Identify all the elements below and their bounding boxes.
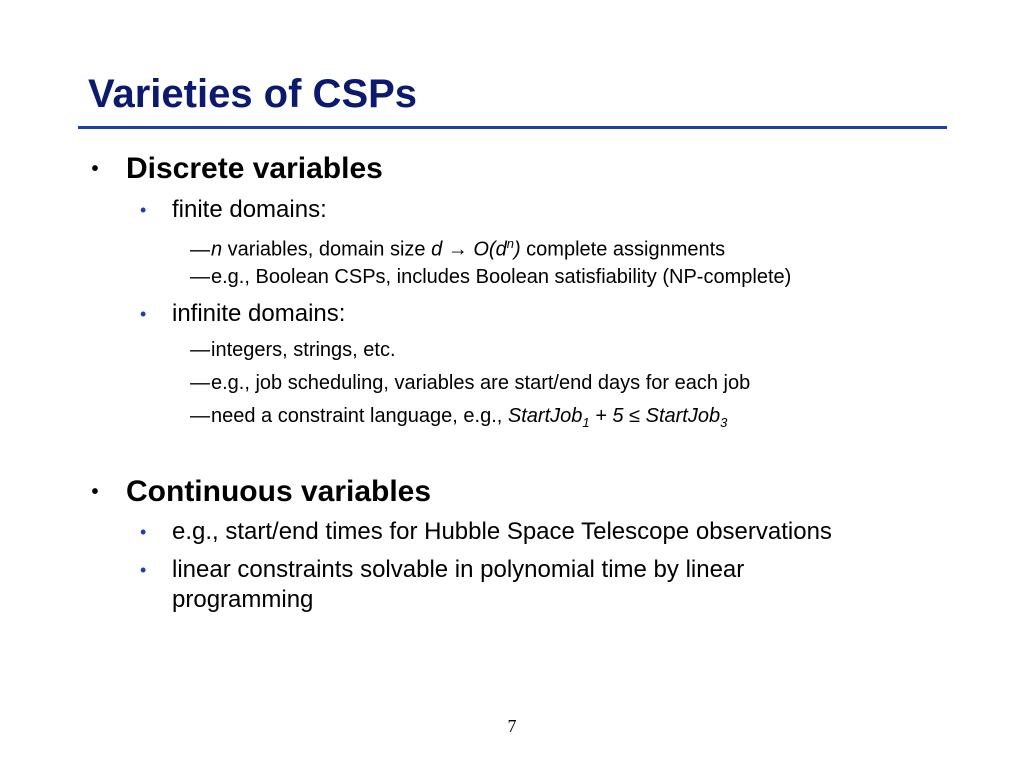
bullet-dot-icon: • xyxy=(91,158,99,180)
close-paren: ) xyxy=(513,238,521,261)
var-n: n xyxy=(211,238,223,261)
heading-continuous-variables: Continuous variables xyxy=(126,475,432,508)
text: complete assignments xyxy=(520,238,726,261)
text: integers, strings, etc. xyxy=(211,339,396,361)
infinite-item-constraint-language xyxy=(190,403,727,436)
infinite-domains-label: infinite domains: xyxy=(172,300,346,327)
var-startjob: StartJob xyxy=(645,405,721,427)
bullet-dot-icon: • xyxy=(91,481,99,503)
finite-item-boolean xyxy=(190,264,791,290)
bullet-dot-icon: • xyxy=(140,522,147,542)
infinite-item-integers xyxy=(190,337,396,363)
text: e.g., Boolean CSPs, includes Boolean satisfiability (NP-complete) xyxy=(211,266,792,288)
big-o: O(d xyxy=(473,238,507,261)
operator: + 5 ≤ xyxy=(589,405,646,427)
bullet-dot-icon: • xyxy=(140,200,147,220)
bullet-dot-icon: • xyxy=(140,560,147,580)
dash-icon: — xyxy=(190,266,210,288)
title-underline xyxy=(78,126,947,129)
text: need a constraint language, e.g., xyxy=(211,405,508,427)
finite-domains-label: finite domains: xyxy=(172,196,327,223)
var-d: d xyxy=(431,238,443,261)
finite-item-assignments xyxy=(190,231,725,263)
var-startjob: StartJob xyxy=(507,405,583,427)
text: variables, domain size xyxy=(222,238,432,261)
bullet-dot-icon: • xyxy=(140,304,147,324)
arrow-right-icon: → xyxy=(442,238,474,261)
page-number: 7 xyxy=(507,716,517,736)
heading-discrete-variables: Discrete variables xyxy=(126,152,383,185)
subscript: 1 xyxy=(582,415,590,430)
exponent-n: n xyxy=(506,236,514,251)
text-line-2: programming xyxy=(172,586,314,613)
dash-icon: — xyxy=(190,339,210,361)
dash-icon: — xyxy=(190,238,210,261)
dash-icon: — xyxy=(190,372,210,394)
infinite-item-scheduling xyxy=(190,370,750,396)
text: e.g., start/end times for Hubble Space Telescope observations xyxy=(172,518,832,545)
subscript: 3 xyxy=(720,415,728,430)
dash-icon: — xyxy=(190,405,210,427)
slide-title: Varieties of CSPs xyxy=(88,72,418,116)
text: e.g., job scheduling, variables are start/end days for each job xyxy=(211,372,751,394)
text-line-1: linear constraints solvable in polynomial time by linear xyxy=(172,556,745,583)
